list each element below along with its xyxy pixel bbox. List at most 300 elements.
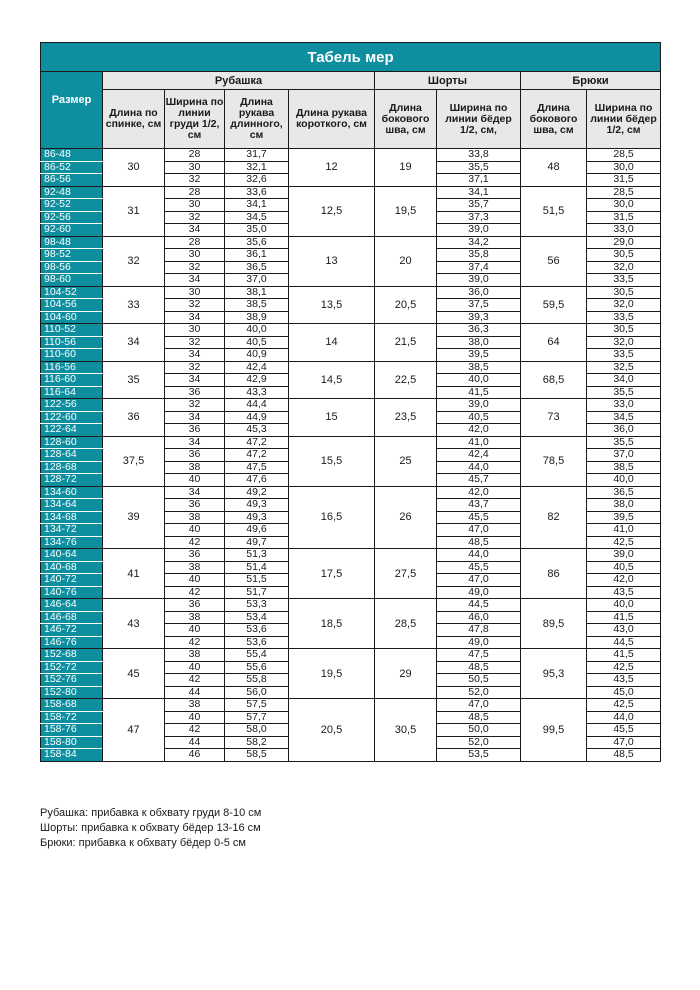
long-sleeve: 56,0	[225, 686, 289, 699]
long-sleeve: 33,6	[225, 186, 289, 199]
chest-width: 42	[165, 636, 225, 649]
size-label: 146-76	[41, 636, 103, 649]
pants-hip-width: 33,0	[587, 399, 661, 412]
size-table	[40, 42, 661, 762]
pants-hip-width: 34,5	[587, 411, 661, 424]
chest-width: 34	[165, 374, 225, 387]
chest-width: 30	[165, 286, 225, 299]
chest-width: 34	[165, 436, 225, 449]
shorts-hip-width: 37,4	[437, 261, 521, 274]
table-row	[41, 436, 661, 449]
pants-hip-width: 32,5	[587, 361, 661, 374]
table-row	[41, 399, 661, 412]
size-label: 116-64	[41, 386, 103, 399]
shorts-hip-width: 35,8	[437, 249, 521, 262]
size-label: 92-52	[41, 199, 103, 212]
chest-width: 34	[165, 486, 225, 499]
chest-width: 40	[165, 661, 225, 674]
table-title: Табель мер	[41, 43, 661, 72]
note-shorts: Шорты: прибавка к обхвату бёдер 13-16 см	[40, 822, 261, 834]
back-length: 32	[103, 236, 165, 286]
pants-hip-width: 28,5	[587, 186, 661, 199]
table-row	[41, 324, 661, 337]
shorts-hip-width: 46,0	[437, 611, 521, 624]
shorts-hip-width: 40,5	[437, 411, 521, 424]
long-sleeve: 32,1	[225, 161, 289, 174]
pants-hip-width: 30,5	[587, 324, 661, 337]
back-length: 39	[103, 486, 165, 549]
pants-hip-width: 30,0	[587, 199, 661, 212]
short-sleeve: 13	[289, 236, 375, 286]
long-sleeve: 47,6	[225, 474, 289, 487]
pants-hip-width: 43,0	[587, 624, 661, 637]
back-length: 45	[103, 649, 165, 699]
table-row	[41, 486, 661, 499]
long-sleeve: 58,0	[225, 724, 289, 737]
notes	[40, 806, 261, 851]
pants-hip-width: 44,0	[587, 711, 661, 724]
short-sleeve: 19,5	[289, 649, 375, 699]
shorts-hip-width: 47,0	[437, 524, 521, 537]
pants-side-seam: 86	[521, 549, 587, 599]
chest-width: 36	[165, 449, 225, 462]
pants-hip-width: 48,5	[587, 749, 661, 762]
pants-hip-width: 38,5	[587, 461, 661, 474]
pants-hip-width: 41,5	[587, 649, 661, 662]
long-sleeve: 53,3	[225, 599, 289, 612]
short-sleeve: 16,5	[289, 486, 375, 549]
chest-width: 34	[165, 411, 225, 424]
long-sleeve: 35,6	[225, 236, 289, 249]
size-label: 86-48	[41, 149, 103, 162]
size-label: 104-60	[41, 311, 103, 324]
shorts-hip-width: 44,0	[437, 461, 521, 474]
size-chart	[40, 42, 660, 762]
shorts-hip-width: 45,5	[437, 511, 521, 524]
shorts-hip-width: 34,2	[437, 236, 521, 249]
shorts-header: Шорты	[375, 72, 521, 90]
back-length: 35	[103, 361, 165, 399]
long-sleeve: 42,9	[225, 374, 289, 387]
size-label: 134-60	[41, 486, 103, 499]
size-label: 98-48	[41, 236, 103, 249]
long-sleeve: 38,5	[225, 299, 289, 312]
shorts-side-seam: 20,5	[375, 286, 437, 324]
pants-hip-width: 32,0	[587, 261, 661, 274]
shorts-hip-width: 49,0	[437, 636, 521, 649]
long-sleeve: 45,3	[225, 424, 289, 437]
pants-hip-width: 28,5	[587, 149, 661, 162]
pants-side-seam: 99,5	[521, 699, 587, 762]
note-shirt: Рубашка: прибавка к обхвату груди 8-10 см	[40, 807, 262, 819]
size-label: 152-76	[41, 674, 103, 687]
shorts-hip-width: 42,0	[437, 486, 521, 499]
chest-width: 40	[165, 624, 225, 637]
size-label: 134-72	[41, 524, 103, 537]
long-sleeve: 34,5	[225, 211, 289, 224]
pants-side-seam: 89,5	[521, 599, 587, 649]
pants-hip-width: 44,5	[587, 636, 661, 649]
shorts-hip-width: 36,3	[437, 324, 521, 337]
long-sleeve: 58,2	[225, 736, 289, 749]
shorts-hip-width: 50,5	[437, 674, 521, 687]
pants-side-seam: 48	[521, 149, 587, 187]
pants-hip-width: 40,5	[587, 561, 661, 574]
back-length: 41	[103, 549, 165, 599]
back-length: 31	[103, 186, 165, 236]
chest-width: 38	[165, 611, 225, 624]
chest-width: 40	[165, 574, 225, 587]
long-sleeve: 49,3	[225, 499, 289, 512]
long-sleeve: 38,1	[225, 286, 289, 299]
size-label: 122-60	[41, 411, 103, 424]
col-pants-side-seam: Длина бокового шва, см	[521, 90, 587, 149]
back-length: 36	[103, 399, 165, 437]
size-label: 134-76	[41, 536, 103, 549]
shorts-hip-width: 39,0	[437, 274, 521, 287]
shorts-hip-width: 34,1	[437, 186, 521, 199]
pants-hip-width: 45,0	[587, 686, 661, 699]
pants-hip-width: 37,0	[587, 449, 661, 462]
size-label: 110-56	[41, 336, 103, 349]
pants-side-seam: 95,3	[521, 649, 587, 699]
chest-width: 40	[165, 524, 225, 537]
size-label: 152-80	[41, 686, 103, 699]
chest-width: 38	[165, 561, 225, 574]
shorts-hip-width: 47,5	[437, 649, 521, 662]
size-label: 128-68	[41, 461, 103, 474]
long-sleeve: 40,5	[225, 336, 289, 349]
long-sleeve: 36,5	[225, 261, 289, 274]
size-label: 146-64	[41, 599, 103, 612]
chest-width: 34	[165, 224, 225, 237]
shorts-hip-width: 33,8	[437, 149, 521, 162]
col-shorts-side-seam: Длина бокового шва, см	[375, 90, 437, 149]
chest-width: 40	[165, 711, 225, 724]
long-sleeve: 51,5	[225, 574, 289, 587]
long-sleeve: 47,2	[225, 449, 289, 462]
long-sleeve: 34,1	[225, 199, 289, 212]
shorts-side-seam: 22,5	[375, 361, 437, 399]
shorts-side-seam: 23,5	[375, 399, 437, 437]
size-label: 152-68	[41, 649, 103, 662]
shorts-hip-width: 39,3	[437, 311, 521, 324]
table-row	[41, 286, 661, 299]
short-sleeve: 14	[289, 324, 375, 362]
size-label: 98-60	[41, 274, 103, 287]
chest-width: 36	[165, 424, 225, 437]
pants-hip-width: 33,5	[587, 311, 661, 324]
chest-width: 42	[165, 536, 225, 549]
shorts-hip-width: 41,5	[437, 386, 521, 399]
size-label: 98-52	[41, 249, 103, 262]
shorts-side-seam: 25	[375, 436, 437, 486]
long-sleeve: 40,0	[225, 324, 289, 337]
chest-width: 30	[165, 161, 225, 174]
size-header: Размер	[41, 72, 103, 149]
shorts-side-seam: 19,5	[375, 186, 437, 236]
pants-side-seam: 78,5	[521, 436, 587, 486]
shorts-hip-width: 35,7	[437, 199, 521, 212]
table-row	[41, 236, 661, 249]
short-sleeve: 15,5	[289, 436, 375, 486]
chest-width: 34	[165, 274, 225, 287]
pants-hip-width: 39,0	[587, 549, 661, 562]
pants-hip-width: 32,0	[587, 336, 661, 349]
short-sleeve: 12,5	[289, 186, 375, 236]
size-label: 110-60	[41, 349, 103, 362]
size-label: 104-52	[41, 286, 103, 299]
chest-width: 38	[165, 699, 225, 712]
shorts-hip-width: 36,0	[437, 286, 521, 299]
shorts-hip-width: 47,8	[437, 624, 521, 637]
shorts-hip-width: 44,0	[437, 549, 521, 562]
chest-width: 32	[165, 399, 225, 412]
size-label: 146-68	[41, 611, 103, 624]
pants-hip-width: 31,5	[587, 211, 661, 224]
chest-width: 44	[165, 686, 225, 699]
shorts-hip-width: 39,0	[437, 224, 521, 237]
long-sleeve: 44,4	[225, 399, 289, 412]
size-label: 158-76	[41, 724, 103, 737]
pants-side-seam: 59,5	[521, 286, 587, 324]
shorts-hip-width: 44,5	[437, 599, 521, 612]
table-row	[41, 361, 661, 374]
pants-hip-width: 31,5	[587, 174, 661, 187]
chest-width: 36	[165, 499, 225, 512]
chest-width: 42	[165, 586, 225, 599]
size-label: 110-52	[41, 324, 103, 337]
long-sleeve: 51,3	[225, 549, 289, 562]
long-sleeve: 49,2	[225, 486, 289, 499]
long-sleeve: 36,1	[225, 249, 289, 262]
pants-hip-width: 40,0	[587, 474, 661, 487]
back-length: 47	[103, 699, 165, 762]
long-sleeve: 51,4	[225, 561, 289, 574]
size-label: 122-64	[41, 424, 103, 437]
pants-side-seam: 68,5	[521, 361, 587, 399]
pants-hip-width: 30,5	[587, 249, 661, 262]
pants-hip-width: 35,5	[587, 386, 661, 399]
table-row	[41, 649, 661, 662]
shorts-hip-width: 39,5	[437, 349, 521, 362]
long-sleeve: 58,5	[225, 749, 289, 762]
shorts-hip-width: 43,7	[437, 499, 521, 512]
long-sleeve: 32,6	[225, 174, 289, 187]
chest-width: 34	[165, 311, 225, 324]
long-sleeve: 31,7	[225, 149, 289, 162]
shorts-hip-width: 38,5	[437, 361, 521, 374]
shorts-hip-width: 42,0	[437, 424, 521, 437]
chest-width: 36	[165, 549, 225, 562]
chest-width: 32	[165, 299, 225, 312]
chest-width: 30	[165, 199, 225, 212]
pants-side-seam: 51,5	[521, 186, 587, 236]
pants-hip-width: 36,0	[587, 424, 661, 437]
shorts-hip-width: 48,5	[437, 661, 521, 674]
back-length: 30	[103, 149, 165, 187]
long-sleeve: 49,6	[225, 524, 289, 537]
short-sleeve: 20,5	[289, 699, 375, 762]
pants-hip-width: 30,0	[587, 161, 661, 174]
chest-width: 28	[165, 186, 225, 199]
chest-width: 32	[165, 336, 225, 349]
pants-hip-width: 45,5	[587, 724, 661, 737]
shorts-hip-width: 48,5	[437, 536, 521, 549]
pants-hip-width: 42,5	[587, 699, 661, 712]
pants-side-seam: 56	[521, 236, 587, 286]
size-label: 92-60	[41, 224, 103, 237]
chest-width: 38	[165, 461, 225, 474]
shorts-side-seam: 30,5	[375, 699, 437, 762]
shorts-side-seam: 21,5	[375, 324, 437, 362]
shorts-hip-width: 47,0	[437, 699, 521, 712]
size-label: 92-48	[41, 186, 103, 199]
size-label: 104-56	[41, 299, 103, 312]
shorts-hip-width: 50,0	[437, 724, 521, 737]
shorts-hip-width: 48,5	[437, 711, 521, 724]
shirt-header: Рубашка	[103, 72, 375, 90]
shorts-hip-width: 39,0	[437, 399, 521, 412]
chest-width: 42	[165, 724, 225, 737]
size-label: 128-60	[41, 436, 103, 449]
shorts-side-seam: 26	[375, 486, 437, 549]
pants-hip-width: 39,5	[587, 511, 661, 524]
chest-width: 30	[165, 324, 225, 337]
shorts-hip-width: 37,1	[437, 174, 521, 187]
short-sleeve: 15	[289, 399, 375, 437]
size-label: 116-60	[41, 374, 103, 387]
chest-width: 28	[165, 149, 225, 162]
chest-width: 32	[165, 211, 225, 224]
pants-side-seam: 64	[521, 324, 587, 362]
shorts-hip-width: 47,0	[437, 574, 521, 587]
pants-hip-width: 33,5	[587, 349, 661, 362]
back-length: 33	[103, 286, 165, 324]
shorts-side-seam: 19	[375, 149, 437, 187]
size-label: 86-56	[41, 174, 103, 187]
pants-hip-width: 33,0	[587, 224, 661, 237]
chest-width: 40	[165, 474, 225, 487]
shorts-hip-width: 42,4	[437, 449, 521, 462]
pants-hip-width: 35,5	[587, 436, 661, 449]
pants-hip-width: 43,5	[587, 586, 661, 599]
back-length: 43	[103, 599, 165, 649]
pants-hip-width: 32,0	[587, 299, 661, 312]
long-sleeve: 55,8	[225, 674, 289, 687]
chest-width: 36	[165, 599, 225, 612]
chest-width: 36	[165, 386, 225, 399]
long-sleeve: 53,6	[225, 636, 289, 649]
size-label: 116-56	[41, 361, 103, 374]
chest-width: 28	[165, 236, 225, 249]
pants-hip-width: 42,5	[587, 661, 661, 674]
col-back-length: Длина по спинке, см	[103, 90, 165, 149]
chest-width: 42	[165, 674, 225, 687]
note-pants: Брюки: прибавка к обхвату бёдер 0-5 см	[40, 837, 246, 849]
long-sleeve: 51,7	[225, 586, 289, 599]
chest-width: 30	[165, 249, 225, 262]
short-sleeve: 13,5	[289, 286, 375, 324]
pants-hip-width: 43,5	[587, 674, 661, 687]
pants-side-seam: 73	[521, 399, 587, 437]
col-short-sleeve: Длина рукава короткого, см	[289, 90, 375, 149]
chest-width: 38	[165, 511, 225, 524]
size-label: 158-84	[41, 749, 103, 762]
pants-hip-width: 36,5	[587, 486, 661, 499]
chest-width: 34	[165, 349, 225, 362]
size-label: 128-64	[41, 449, 103, 462]
size-label: 140-72	[41, 574, 103, 587]
pants-hip-width: 33,5	[587, 274, 661, 287]
shorts-hip-width: 45,7	[437, 474, 521, 487]
pants-hip-width: 42,0	[587, 574, 661, 587]
long-sleeve: 47,5	[225, 461, 289, 474]
shorts-hip-width: 52,0	[437, 736, 521, 749]
long-sleeve: 53,6	[225, 624, 289, 637]
pants-hip-width: 40,0	[587, 599, 661, 612]
long-sleeve: 57,5	[225, 699, 289, 712]
size-label: 98-56	[41, 261, 103, 274]
size-label: 158-80	[41, 736, 103, 749]
size-label: 146-72	[41, 624, 103, 637]
long-sleeve: 38,9	[225, 311, 289, 324]
long-sleeve: 57,7	[225, 711, 289, 724]
shorts-hip-width: 41,0	[437, 436, 521, 449]
size-label: 158-68	[41, 699, 103, 712]
size-label: 122-56	[41, 399, 103, 412]
shorts-hip-width: 52,0	[437, 686, 521, 699]
pants-hip-width: 41,0	[587, 524, 661, 537]
col-long-sleeve: Длина рукава длинного, см	[225, 90, 289, 149]
long-sleeve: 40,9	[225, 349, 289, 362]
shorts-hip-width: 37,5	[437, 299, 521, 312]
short-sleeve: 17,5	[289, 549, 375, 599]
long-sleeve: 35,0	[225, 224, 289, 237]
chest-width: 38	[165, 649, 225, 662]
chest-width: 32	[165, 261, 225, 274]
table-body	[41, 149, 661, 762]
shorts-side-seam: 27,5	[375, 549, 437, 599]
long-sleeve: 49,3	[225, 511, 289, 524]
shorts-side-seam: 29	[375, 649, 437, 699]
pants-hip-width: 42,5	[587, 536, 661, 549]
shorts-hip-width: 38,0	[437, 336, 521, 349]
table-row	[41, 549, 661, 562]
col-shorts-hip-width: Ширина по линии бёдер 1/2, см,	[437, 90, 521, 149]
pants-hip-width: 47,0	[587, 736, 661, 749]
long-sleeve: 49,7	[225, 536, 289, 549]
size-label: 86-52	[41, 161, 103, 174]
short-sleeve: 12	[289, 149, 375, 187]
table-row	[41, 149, 661, 162]
pants-side-seam: 82	[521, 486, 587, 549]
shorts-side-seam: 20	[375, 236, 437, 286]
shorts-hip-width: 49,0	[437, 586, 521, 599]
pants-hip-width: 41,5	[587, 611, 661, 624]
long-sleeve: 43,3	[225, 386, 289, 399]
long-sleeve: 55,6	[225, 661, 289, 674]
table-row	[41, 699, 661, 712]
size-label: 92-56	[41, 211, 103, 224]
size-label: 140-68	[41, 561, 103, 574]
short-sleeve: 14,5	[289, 361, 375, 399]
long-sleeve: 44,9	[225, 411, 289, 424]
table-row	[41, 599, 661, 612]
chest-width: 44	[165, 736, 225, 749]
back-length: 37,5	[103, 436, 165, 486]
col-chest-width: Ширина по линии груди 1/2, см	[165, 90, 225, 149]
